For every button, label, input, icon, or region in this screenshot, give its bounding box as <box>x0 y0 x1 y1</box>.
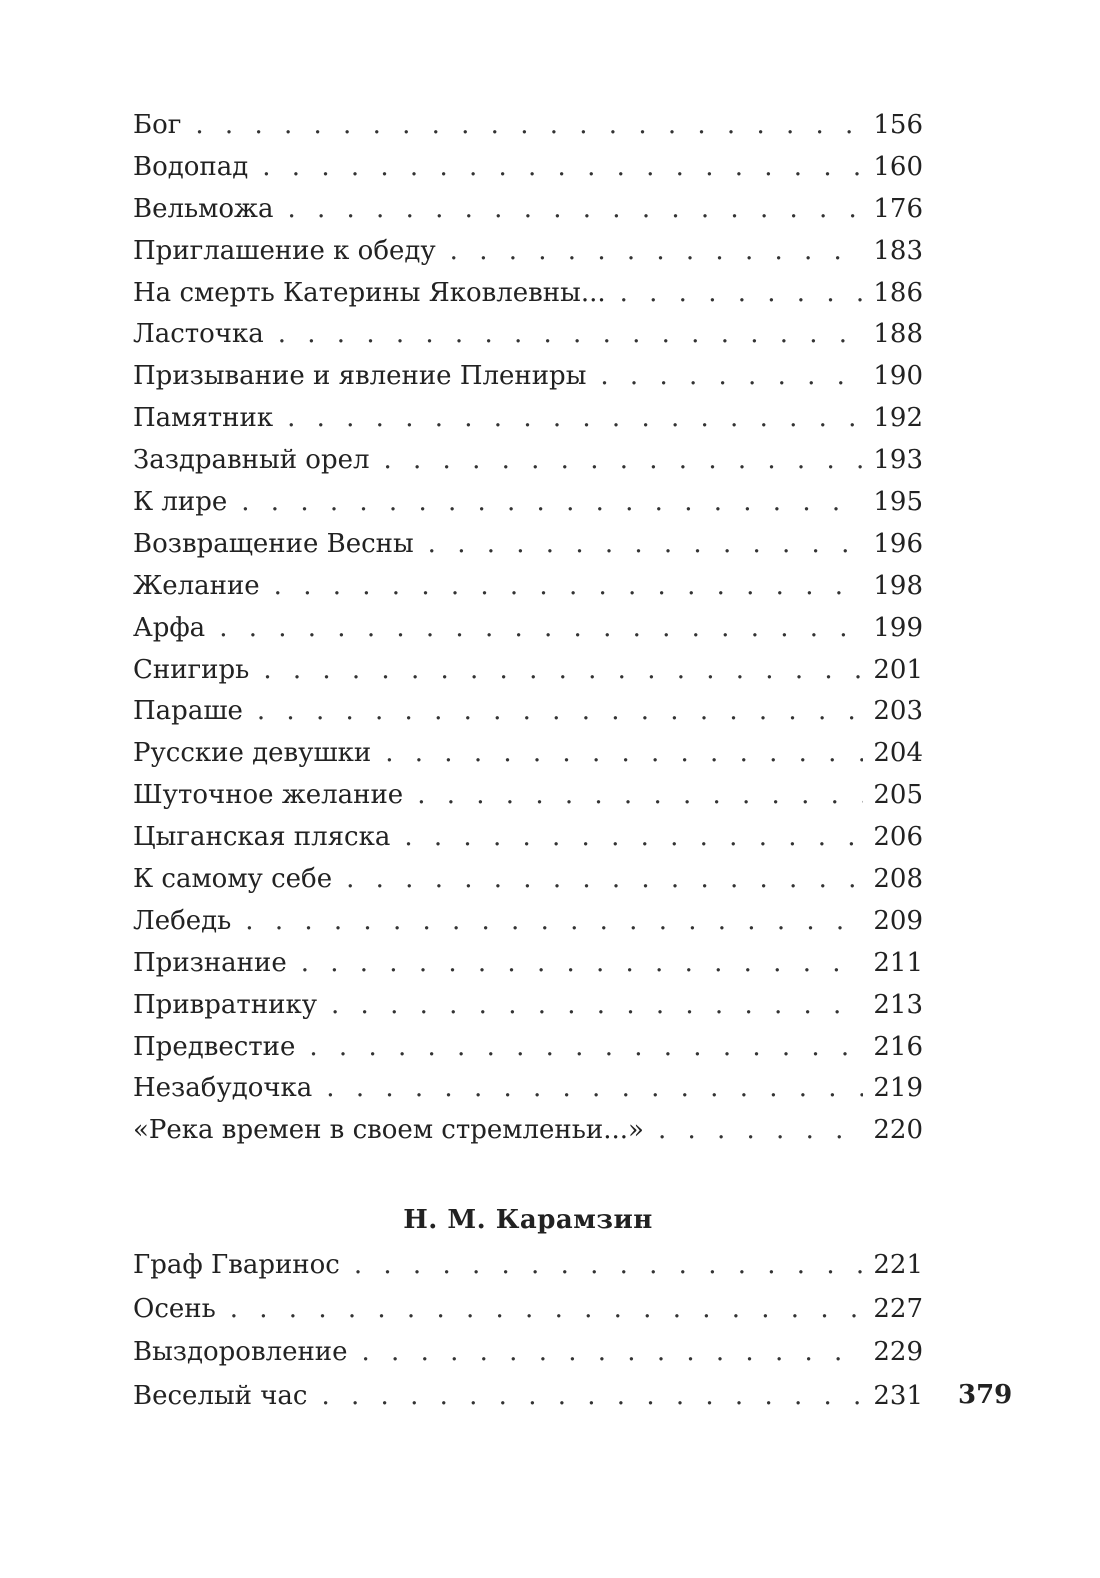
toc-entry[interactable] <box>133 398 923 440</box>
toc-leader-dots <box>331 985 863 1027</box>
toc-entry[interactable] <box>133 1331 923 1375</box>
toc-entry[interactable] <box>133 314 923 356</box>
toc-entry-page: 213 <box>873 989 923 1020</box>
toc-entry-page: 216 <box>873 1031 923 1062</box>
toc-leader-dots <box>301 943 864 985</box>
toc-entry-page: 206 <box>873 822 923 853</box>
toc-entry-page: 183 <box>873 235 923 266</box>
toc-entry-page: 203 <box>873 696 923 727</box>
toc-entry-title: Арфа <box>133 612 206 643</box>
toc-leader-dots <box>600 356 863 398</box>
toc-entry-page: 192 <box>873 403 923 434</box>
toc-entry-title: Цыганская пляска <box>133 822 391 853</box>
toc-entry-page: 204 <box>873 738 923 769</box>
toc-entry-page: 211 <box>873 947 923 978</box>
toc-leader-dots <box>309 1027 863 1069</box>
toc-entry[interactable] <box>133 1288 923 1332</box>
toc-leader-dots <box>257 691 863 733</box>
toc-leader-dots <box>326 1068 863 1110</box>
toc-entry-page: 193 <box>873 445 923 476</box>
toc-entry-page: 209 <box>873 905 923 936</box>
toc-entry-title: Памятник <box>133 403 274 434</box>
toc-entry-title: Лебедь <box>133 905 232 936</box>
toc-entry-title: Желание <box>133 570 260 601</box>
toc-entry-title: Вельможа <box>133 193 274 224</box>
toc-entry[interactable] <box>133 189 923 231</box>
toc-entry-page: 190 <box>873 361 923 392</box>
toc-leader-dots <box>620 273 864 315</box>
toc-entry-title: Веселый час <box>133 1381 308 1412</box>
toc-entry-page: 195 <box>873 487 923 518</box>
toc-entry-page: 156 <box>873 110 923 140</box>
toc-entry-title: К самому себе <box>133 864 333 895</box>
toc-entry[interactable] <box>133 1068 923 1110</box>
toc-leader-dots <box>274 566 864 608</box>
page-number: 379 <box>958 1380 1013 1410</box>
toc-entry-title: Параше <box>133 696 243 727</box>
toc-entry[interactable] <box>133 524 923 566</box>
toc-entry-page: 231 <box>873 1381 923 1412</box>
toc-leader-dots <box>219 608 863 650</box>
toc-leader-dots <box>346 859 863 901</box>
toc-entry-page: 196 <box>873 528 923 559</box>
toc-entry[interactable] <box>133 1027 923 1069</box>
toc-section-derzhavin <box>133 105 923 1152</box>
toc-entry-page: 227 <box>873 1293 923 1324</box>
toc-leader-dots <box>384 440 864 482</box>
toc-entry[interactable] <box>133 691 923 733</box>
toc-leader-dots <box>385 733 863 775</box>
toc-entry[interactable] <box>133 1110 923 1152</box>
toc-entry-title: Заздравный орел <box>133 445 370 476</box>
toc-entry-title: Граф Гваринос <box>133 1250 340 1280</box>
toc-entry[interactable] <box>133 733 923 775</box>
toc-entry-title: Выздоровление <box>133 1337 348 1368</box>
toc-entry-title: Русские девушки <box>133 738 372 769</box>
toc-section-karamzin <box>133 1244 923 1419</box>
toc-entry-title: К лире <box>133 487 228 518</box>
toc-entry-page: 205 <box>873 780 923 811</box>
toc-leader-dots <box>417 775 863 817</box>
toc-leader-dots <box>230 1288 864 1332</box>
toc-entry-page: 219 <box>873 1073 923 1104</box>
toc-leader-dots <box>450 231 864 273</box>
toc-entry[interactable] <box>133 1244 923 1288</box>
toc-entry[interactable] <box>133 985 923 1027</box>
toc-entry[interactable] <box>133 1375 923 1419</box>
toc-leader-dots <box>658 1110 863 1152</box>
toc-entry[interactable] <box>133 440 923 482</box>
toc-entry-title: Признание <box>133 947 287 978</box>
section-heading-author: Н. М. Карамзин <box>403 1205 653 1235</box>
toc-entry-page: 160 <box>873 151 923 182</box>
toc-entry-page: 220 <box>873 1115 923 1146</box>
toc-entry[interactable] <box>133 231 923 273</box>
toc-entry-title: Незабудочка <box>133 1073 313 1104</box>
toc-leader-dots <box>287 189 863 231</box>
toc-leader-dots <box>322 1375 864 1419</box>
toc-entry-page: 188 <box>873 319 923 350</box>
toc-entry[interactable] <box>133 566 923 608</box>
toc-entry-title: Снигирь <box>133 654 250 685</box>
toc-leader-dots <box>362 1331 864 1375</box>
toc-entry-page: 208 <box>873 864 923 895</box>
toc-entry-title: «Река времен в своем стремленьи...» <box>133 1115 644 1146</box>
toc-entry[interactable] <box>133 482 923 524</box>
toc-entry-title: Призывание и явление Плениры <box>133 361 587 392</box>
toc-entry[interactable] <box>133 859 923 901</box>
toc-entry-title: Шуточное желание <box>133 780 404 811</box>
toc-entry-title: На смерть Катерины Яковлевны... <box>133 277 606 308</box>
toc-leader-dots <box>241 482 863 524</box>
toc-entry-title: Приглашение к обеду <box>133 235 436 266</box>
toc-entry[interactable] <box>133 105 923 147</box>
toc-leader-dots <box>263 650 863 692</box>
toc-entry-title: Бог <box>133 110 182 140</box>
toc-entry[interactable] <box>133 943 923 985</box>
toc-entry-page: 199 <box>873 612 923 643</box>
toc-leader-dots <box>195 105 863 147</box>
toc-entry[interactable] <box>133 775 923 817</box>
toc-entry-page: 221 <box>873 1250 923 1280</box>
toc-entry[interactable] <box>133 356 923 398</box>
toc-leader-dots <box>287 398 863 440</box>
toc-entry-title: Возвращение Весны <box>133 528 414 559</box>
toc-entry[interactable] <box>133 147 923 189</box>
toc-leader-dots <box>262 147 863 189</box>
toc-entry-page: 198 <box>873 570 923 601</box>
toc-entry[interactable] <box>133 650 923 692</box>
toc-entry-page: 176 <box>873 193 923 224</box>
toc-entry[interactable] <box>133 817 923 859</box>
toc-entry-title: Привратнику <box>133 989 318 1020</box>
toc-leader-dots <box>354 1244 864 1288</box>
toc-entry-title: Ласточка <box>133 319 264 350</box>
toc-entry-title: Предвестие <box>133 1031 296 1062</box>
toc-entry-title: Водопад <box>133 151 249 182</box>
toc-entry-title: Осень <box>133 1293 216 1324</box>
toc-entry-page: 186 <box>873 277 923 308</box>
toc-leader-dots <box>428 524 864 566</box>
toc-leader-dots <box>404 817 863 859</box>
toc-entry[interactable] <box>133 608 923 650</box>
toc-entry-page: 201 <box>873 654 923 685</box>
toc-leader-dots <box>245 901 863 943</box>
toc-entry-page: 229 <box>873 1337 923 1368</box>
toc-entry[interactable] <box>133 273 923 315</box>
toc-leader-dots <box>278 314 864 356</box>
toc-entry[interactable] <box>133 901 923 943</box>
